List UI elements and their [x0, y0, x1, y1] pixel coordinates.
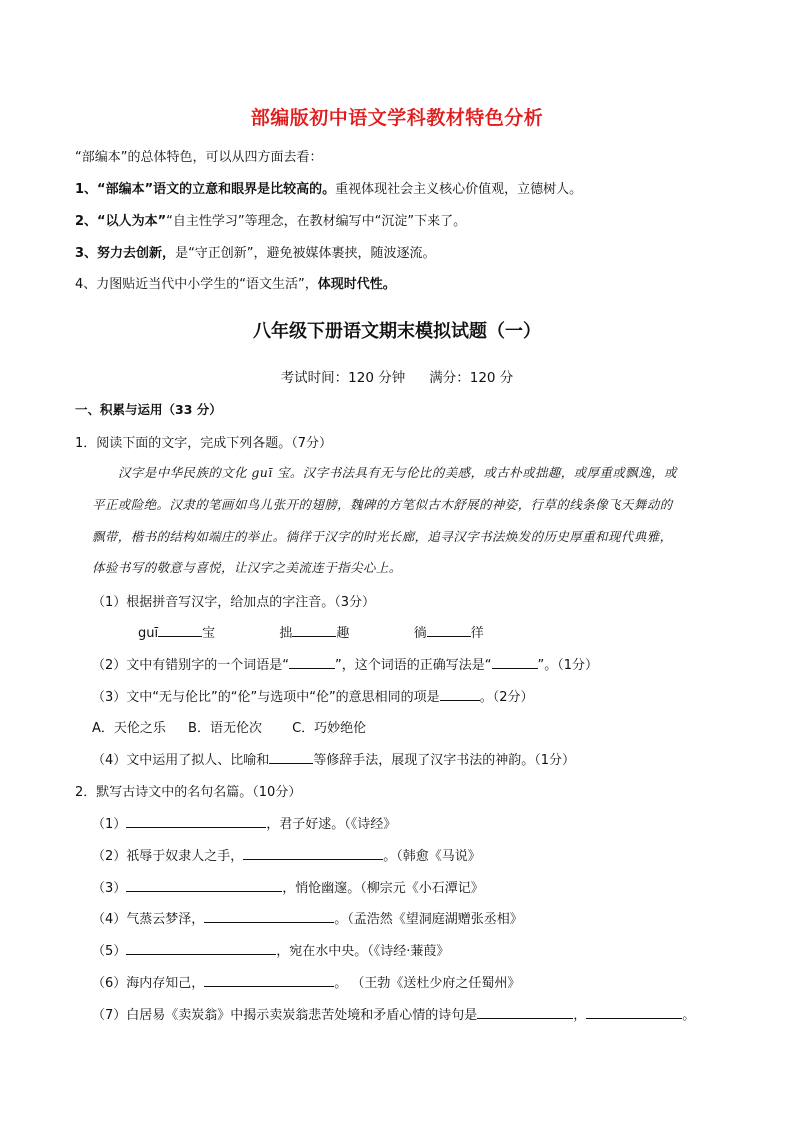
answer-blank[interactable] [126, 813, 266, 828]
q2-item-5: （5） ，宛在水中央。（《诗经·蒹葭》 [92, 940, 449, 959]
option-c[interactable]: C．巧妙绝伦 [292, 721, 367, 736]
q1-passage-line-3: 飘带，楷书的结构如端庄的举止。徜徉于汉字的时光长廊，追寻汉字书法焕发的历史厚重和现代典雅， [92, 529, 673, 544]
answer-blank[interactable] [204, 908, 334, 923]
answer-blank[interactable] [204, 972, 334, 987]
q2-item-7: （7）白居易《卖炭翁》中揭示卖炭翁悲苦处境和矛盾心情的诗句是 ， 。 [92, 1004, 695, 1023]
q1-sub2: （2）文中有错别字的一个词语是“ ”，这个词语的正确写法是“ ”。（1分） [92, 654, 598, 673]
answer-blank[interactable] [289, 654, 335, 669]
q1-passage-line-1: 汉字是中华民族的文化 guī 宝。汉字书法具有无与伦比的美感，或古朴或拙趣，或厚重或飘逸，或 [118, 465, 677, 480]
answer-blank[interactable] [477, 1004, 573, 1019]
answer-blank[interactable] [427, 622, 471, 637]
intro-point-2: 2、“以人为本”“自主性学习”等理念，在教材编写中“沉淀”下来了。 [75, 214, 467, 229]
q1-options [92, 717, 366, 736]
q1-sub4: （4）文中运用了拟人、比喻和 等修辞手法，展现了汉字书法的神韵。（1分） [92, 749, 575, 768]
q1-sub3: （3）文中“无与伦比”的“伦”与选项中“伦”的意思相同的项是 。（2分） [92, 686, 533, 705]
q2-item-2: （2）祇辱于奴隶人之手， 。（韩愈《马说》 [92, 845, 481, 864]
option-a[interactable]: A．天伦之乐 [92, 721, 166, 736]
q2-stem: 2．默写古诗文中的名句名篇。（10分） [75, 785, 302, 800]
intro-point-3: 3、努力去创新，是“守正创新”，避免被媒体裹挟，随波逐流。 [75, 246, 436, 261]
section-heading: 一、积累与运用（33 分） [75, 402, 222, 417]
answer-blank[interactable] [440, 686, 480, 701]
answer-blank[interactable] [243, 845, 383, 860]
intro-lead: “部编本”的总体特色，可以从四方面去看： [75, 150, 323, 165]
q2-item-3: （3） ，悄怆幽邃。（柳宗元《小石潭记》 [92, 877, 484, 896]
q2-item-1: （1） ，君子好逑。（《诗经》 [92, 813, 396, 832]
q1-stem: 1．阅读下面的文字，完成下列各题。（7分） [75, 436, 333, 451]
exam-info [0, 366, 794, 386]
answer-blank[interactable] [158, 622, 202, 637]
answer-blank[interactable] [126, 877, 282, 892]
q1-passage-line-4: 体验书写的敬意与喜悦，让汉字之美流连于指尖心上。 [92, 560, 402, 575]
exam-title: 八年级下册语文期末模拟试题（一） [253, 321, 541, 342]
answer-blank[interactable] [492, 654, 538, 669]
q2-item-4: （4）气蒸云梦泽， 。（孟浩然《望洞庭湖赠张丞相》 [92, 908, 523, 927]
exam-time: 考试时间：120 分钟 [280, 370, 406, 386]
q1-passage-line-2: 平正或险绝。汉隶的笔画如鸟儿张开的翅膀，魏碑的方笔似古木舒展的神姿，行草的线条像飞天舞动的 [92, 497, 673, 512]
intro-point-4: 4、力图贴近当代中小学生的“语文生活”，体现时代性。 [75, 277, 396, 292]
exam-score: 满分：120 分 [429, 370, 514, 386]
option-b[interactable]: B．语无伦次 [188, 721, 262, 736]
pinyin-row: guī 宝 拙 趣 徜 徉 [138, 622, 484, 641]
answer-blank[interactable] [586, 1004, 682, 1019]
answer-blank[interactable] [269, 749, 313, 764]
q2-item-6: （6）海内存知己， 。 （王勃《送杜少府之任蜀州》 [92, 972, 520, 991]
intro-point-1: 1、“部编本”语文的立意和眼界是比较高的。重视体现社会主义核心价值观，立德树人。 [75, 182, 583, 197]
answer-blank[interactable] [292, 622, 336, 637]
intro-title: 部编版初中语文学科教材特色分析 [250, 107, 544, 129]
q1-sub1: （1）根据拼音写汉字，给加点的字注音。（3分） [92, 595, 376, 610]
answer-blank[interactable] [126, 940, 276, 955]
